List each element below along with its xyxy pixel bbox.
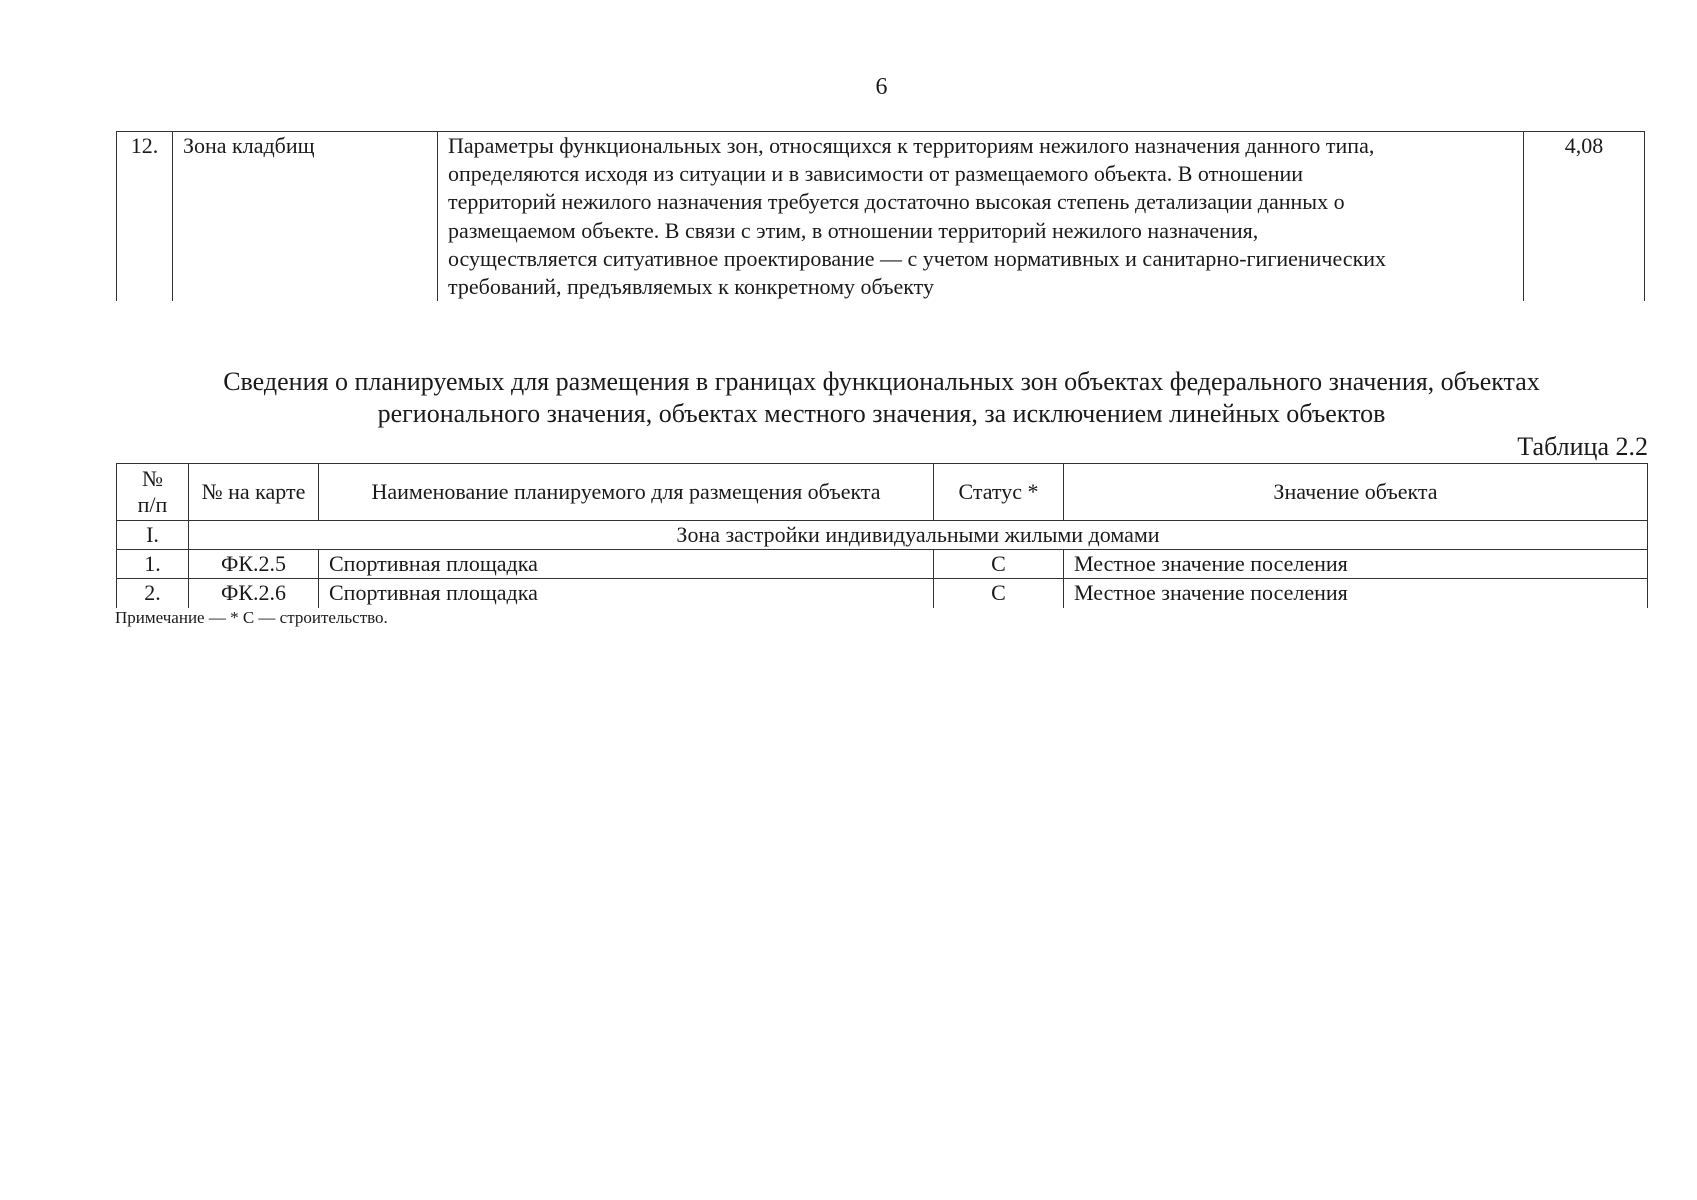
- planned-objects-table: [116, 463, 1648, 608]
- row-map-no: ФК.2.5: [189, 550, 319, 579]
- table-row: [117, 132, 1645, 302]
- row-map-no: ФК.2.6: [189, 579, 319, 608]
- zone-area-value: 4,08: [1524, 132, 1645, 302]
- page-number: 6: [875, 74, 888, 100]
- description-line: требований, предъявляемых к конкретному объекту: [448, 274, 935, 300]
- header-num: [117, 464, 189, 521]
- header-num-line-1: №: [142, 466, 163, 491]
- table-row: [117, 550, 1648, 579]
- row-status: С: [934, 550, 1064, 579]
- row-significance: Местное значение поселения: [1064, 579, 1648, 608]
- header-num-line-2: п/п: [137, 492, 168, 517]
- header-map-no: № на карте: [189, 464, 319, 521]
- row-number: 2.: [117, 579, 189, 608]
- header-object-name: Наименование планируемого для размещения объекта: [319, 464, 934, 521]
- zone-name: Зона кладбищ: [173, 132, 438, 302]
- description-line: осуществляется ситуативное проектирование — с учетом нормативных и санитарно-гигиенических: [448, 245, 1387, 271]
- section-title: Зона застройки индивидуальными жилыми домами: [189, 521, 1648, 550]
- table-caption: Таблица 2.2: [1517, 432, 1648, 461]
- row-object-name: Спортивная площадка: [319, 550, 934, 579]
- row-significance: Местное значение поселения: [1064, 550, 1648, 579]
- row-number: 1.: [117, 550, 189, 579]
- heading-line-1: Сведения о планируемых для размещения в границах функциональных зон объектах федерального значения, объектах: [223, 367, 1540, 396]
- row-status: С: [934, 579, 1064, 608]
- table-section-row: [117, 521, 1648, 550]
- row-number: 12.: [117, 132, 173, 302]
- description-line: территорий нежилого назначения требуется достаточно высокая степень детализации данных о: [448, 189, 1345, 215]
- table-row: [117, 579, 1648, 608]
- header-significance: Значение объекта: [1064, 464, 1648, 521]
- description-line: определяются исходя из ситуации и в зависимости от размещаемого объекта. В отношении: [448, 161, 1304, 187]
- description-line: размещаемом объекте. В связи с этим, в отношении территорий нежилого назначения,: [448, 217, 1259, 243]
- table-header-row: [117, 464, 1648, 521]
- table-note: Примечание — * С — строительство.: [115, 608, 388, 627]
- heading-line-2: регионального значения, объектах местного значения, за исключением линейных объектов: [377, 399, 1386, 428]
- description-line: Параметры функциональных зон, относящихся к территориям нежилого назначения данного типа,: [448, 133, 1375, 158]
- functional-zones-table: [116, 131, 1645, 301]
- section-heading: [150, 366, 1613, 430]
- row-object-name: Спортивная площадка: [319, 579, 934, 608]
- zone-description: [438, 132, 1524, 302]
- section-number: I.: [117, 521, 189, 550]
- header-status: Статус *: [934, 464, 1064, 521]
